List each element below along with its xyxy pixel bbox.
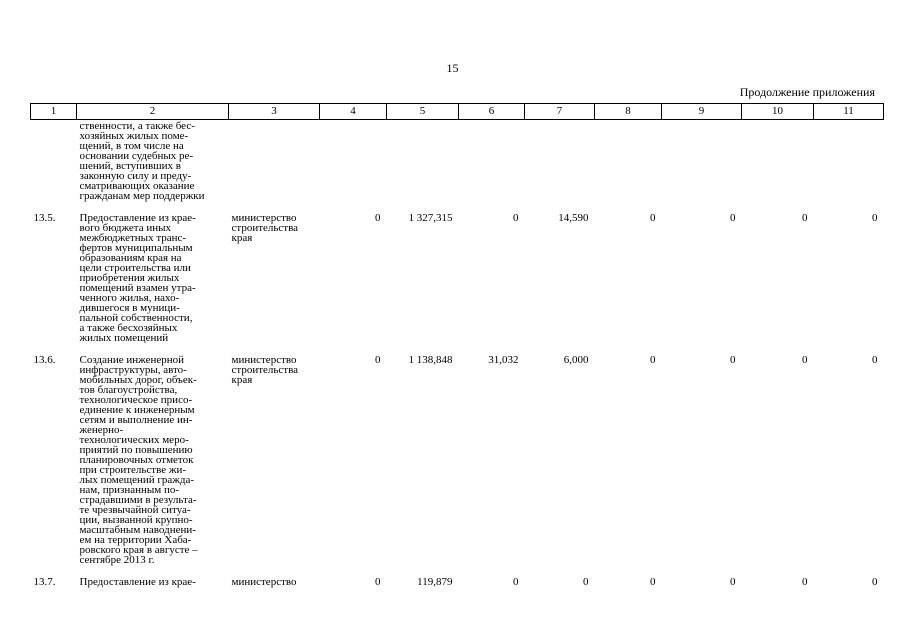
value-cell: 0 <box>730 576 736 588</box>
header-cell: 4 <box>320 104 387 120</box>
page-number: 15 <box>446 61 459 75</box>
table-row-continuation <box>31 120 884 211</box>
measure-name: ственности, а также бес- хозяйных жилых поме- щений, в том числе на основании судебных ре- шений, вступивших в законную силу и преду- сматривающих оказание гражданам мер поддержки <box>79 120 205 202</box>
value-cell: 0 <box>513 212 519 224</box>
table-header-row <box>31 104 884 120</box>
header-cell: 10 <box>742 104 814 120</box>
measure-name: Создание инженерной инфраструктуры, авто- мобильных дорог, объек- тов благоустройства, технологическое присо- единение к инженерным сетям и выполнение ин- женерно- технологических меро- приятий по повышению планировочных отметок при строительстве жи- лых помещений гражда- нам, признанным по- страдавшими в результа- те чрезвычайной ситуа- ции, вызванной крупно- масштабным наводнени- ем на территории Хаба- ровского края в августе – сентябре 2013 г. <box>79 354 198 566</box>
header-cell: 3 <box>229 104 320 120</box>
value-cell: 0 <box>802 212 808 224</box>
measure-name: Предоставление из крае- <box>79 576 196 588</box>
header-cell: 8 <box>595 104 662 120</box>
value-cell: 0 <box>802 354 808 366</box>
header-cell: 9 <box>662 104 742 120</box>
value-cell: 0 <box>375 212 381 224</box>
responsible-executor: министерство строительства края <box>231 212 299 244</box>
value-cell: 0 <box>802 576 808 588</box>
header-cell: 2 <box>77 104 229 120</box>
value-cell: 0 <box>730 212 736 224</box>
table-row <box>31 574 884 596</box>
row-number: 13.6. <box>33 354 56 366</box>
table-row <box>31 352 884 574</box>
value-cell: 0 <box>872 354 878 366</box>
value-cell: 0 <box>650 576 656 588</box>
header-cell: 5 <box>387 104 459 120</box>
continuation-label: Продолжение приложения <box>739 85 875 99</box>
table-row <box>31 210 884 352</box>
value-cell: 119,879 <box>417 576 453 588</box>
value-cell: 14,590 <box>558 212 589 224</box>
measure-name: Предоставление из крае- вого бюджета иных межбюджетных транс- фертов муниципальным образованиям края на цели строительства или приобретения жилых помещений взамен утра- ченного жилья, нахо- дившегося в муници- пальной собственности, а также бесхозяйных жилых помещений <box>79 212 196 344</box>
value-cell: 0 <box>583 576 589 588</box>
value-cell: 0 <box>650 212 656 224</box>
value-cell: 31,032 <box>488 354 519 366</box>
value-cell: 0 <box>650 354 656 366</box>
value-cell: 6,000 <box>563 354 589 366</box>
appendix-table <box>30 103 884 596</box>
header-cell: 7 <box>525 104 595 120</box>
responsible-executor: министерство строительства края <box>231 354 299 386</box>
row-number: 13.7. <box>33 576 56 588</box>
value-cell: 0 <box>872 576 878 588</box>
value-cell: 0 <box>872 212 878 224</box>
header-cell: 1 <box>31 104 77 120</box>
value-cell: 0 <box>513 576 519 588</box>
value-cell: 0 <box>375 354 381 366</box>
header-cell: 11 <box>814 104 884 120</box>
row-number: 13.5. <box>33 212 56 224</box>
value-cell: 0 <box>730 354 736 366</box>
value-cell: 0 <box>375 576 381 588</box>
value-cell: 1 138,848 <box>408 354 453 366</box>
responsible-executor: министерство <box>231 576 297 588</box>
header-cell: 6 <box>459 104 525 120</box>
value-cell: 1 327,315 <box>408 212 453 224</box>
